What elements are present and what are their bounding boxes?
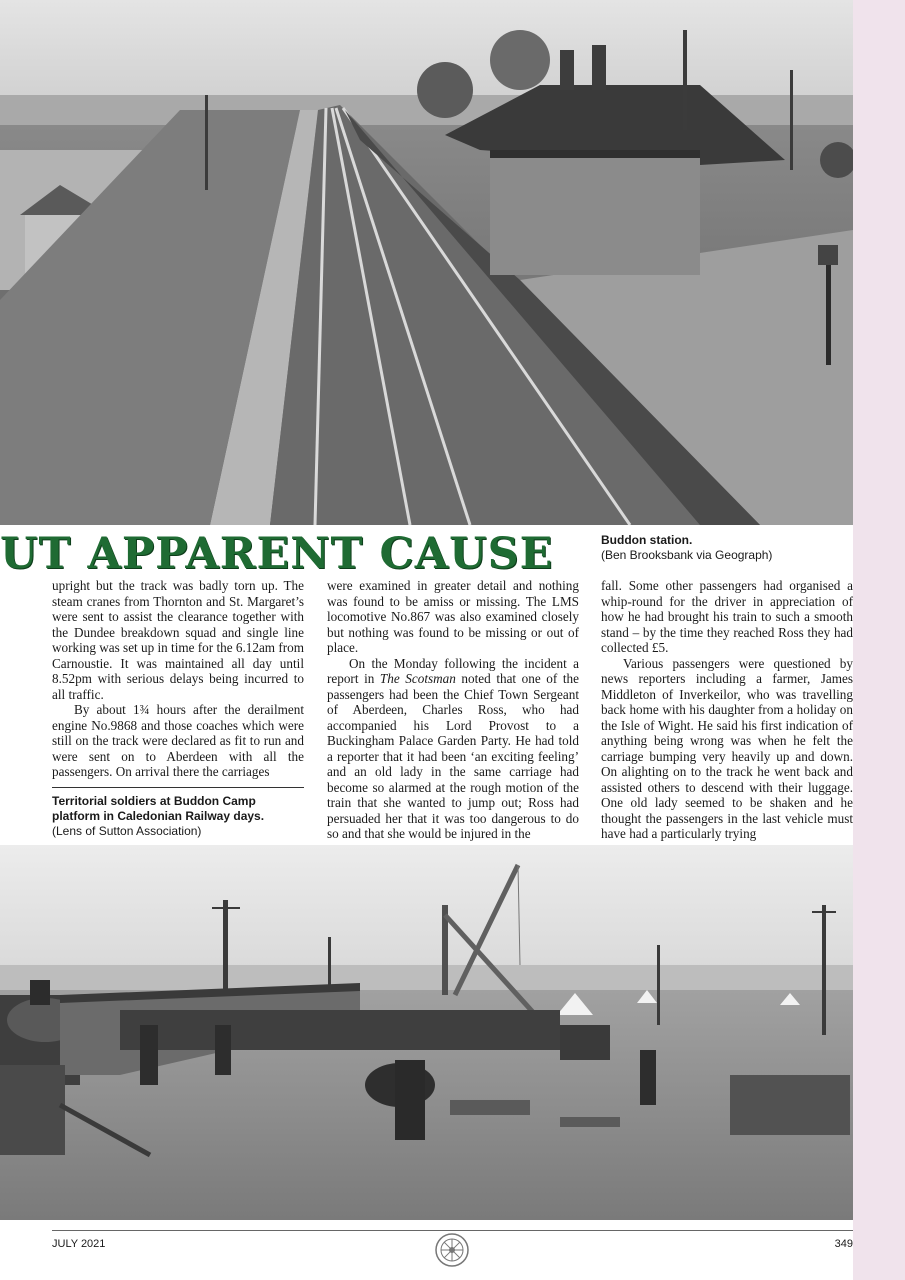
col2-p2-before: On the Monday following the incident a report in	[327, 655, 579, 686]
page-number: 349	[834, 1238, 853, 1250]
col1-paragraph-2: By about 1¾ hours after the derailment engine No.9868 and those coaches which were still on the track were declared as fit to run and were sent on to Aberdeen with all the passengers. On arrival there the carriages	[52, 702, 304, 779]
text-column-3	[601, 578, 853, 842]
buddon-station-photo	[0, 0, 853, 525]
newspaper-title: The Scotsman	[379, 671, 456, 686]
bottom-caption-credit: (Lens of Sutton Association)	[52, 824, 202, 838]
buddon-camp-photo	[0, 845, 853, 1220]
col2-p2-after: noted that one of the passengers had been the Chief Town Sergeant of Aberdeen, Charles Ross, who had accompanied his Lord Provost to a Buckingham Palace Garden Party. He had told a reporter that it had been ‘an exciting feeling’ and an old lady in the same carriage had become so alarmed at the rough motion of the train that she wanted to jump out; Ross had persuaded her that it was too dangerous to do so and that she would be injured in the	[327, 671, 579, 841]
bottom-caption-title: Territorial soldiers at Buddon Camp platform in Caledonian Railway days.	[52, 794, 265, 823]
col2-paragraph-2	[327, 656, 579, 842]
wheel-logo-icon	[434, 1232, 470, 1268]
top-caption-title: Buddon station.	[601, 533, 693, 547]
text-column-2	[327, 578, 579, 842]
col3-paragraph-2: Various passengers were questioned by news reporters including a farmer, James Middleton of Inverkeilor, who was travelling back home with his daughter from a holiday on the Isle of Wight. He said his first indication of anything being wrong was when he felt the carriage bumping very heavily up and down. On alighting on to the track he went back and assisted others to descend with their luggage. One old lady seemed to be shaken and he thought the passengers in the last vehicle must have had a particularly trying	[601, 655, 853, 841]
text-column-1	[52, 578, 304, 780]
top-photo-caption	[601, 533, 841, 563]
article-headline: UT APPARENT CAUSE	[0, 529, 554, 579]
col2-paragraph-1: were examined in greater detail and nothing was found to be amiss or missing. The LMS locomotive No.867 was also examined closely but nothing was found to be missing or out of place.	[327, 578, 579, 655]
page-edge-band	[853, 0, 905, 1280]
col3-paragraph-1: fall. Some other passengers had organised a whip-round for the driver in appreciation of how he had brought his train to such a smooth stand – by the time they reached Ross they had collected £5.	[601, 578, 853, 655]
footer-rule	[52, 1230, 853, 1231]
issue-date: JULY 2021	[52, 1238, 106, 1250]
top-caption-credit: (Ben Brooksbank via Geograph)	[601, 548, 773, 562]
bottom-photo-caption	[52, 787, 304, 839]
col1-paragraph-1: upright but the track was badly torn up. The steam cranes from Thornton and St. Margaret’s were sent to assist the clearance together with the Dundee breakdown squad and single line working was set up in time for the 6.12am from Carnoustie. It was maintained all day until 8.52pm with serious delays being incurred to all traffic.	[52, 578, 304, 702]
